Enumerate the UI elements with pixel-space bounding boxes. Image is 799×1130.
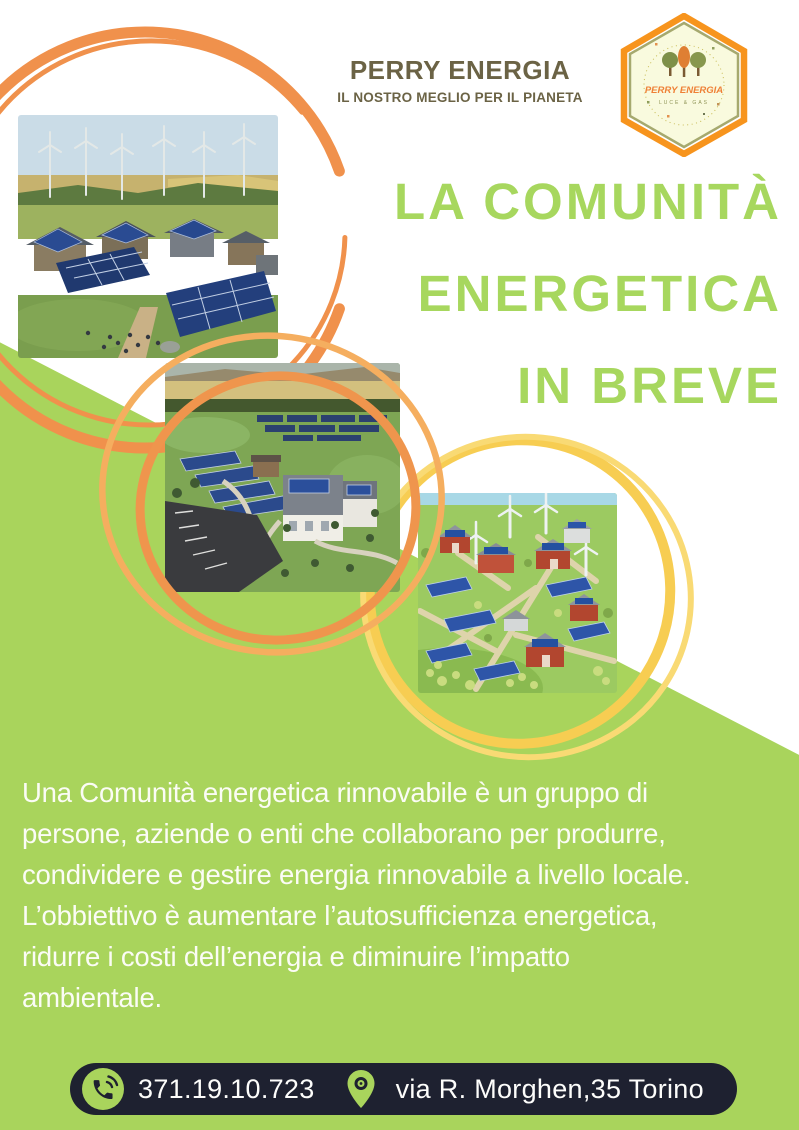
- brand-name: PERRY ENERGIA: [349, 55, 571, 85]
- paragraph-line: L’obbiettivo è aumentare l’autosufficienza energetica,: [22, 900, 658, 931]
- photo-illustrated-village: [418, 493, 617, 693]
- phone-icon: [81, 1067, 125, 1111]
- title-line-2: ENERGETICA: [417, 265, 782, 322]
- phone-contact: [81, 1067, 315, 1111]
- company-logo: [617, 13, 751, 157]
- description-paragraph: [22, 772, 690, 1018]
- address-text: via R. Morghen,35 Torino: [395, 1073, 704, 1104]
- logo-brand-text: PERRY ENERGIA: [644, 85, 724, 96]
- title-line-3: IN BREVE: [517, 357, 782, 414]
- location-pin-icon: [339, 1067, 383, 1111]
- phone-number: 371.19.10.723: [138, 1073, 315, 1104]
- photo-eco-village: [18, 115, 278, 358]
- paragraph-line: ridurre i costi dell’energia e diminuire l’impatto: [22, 941, 570, 972]
- contact-bar: [70, 1063, 737, 1115]
- logo-tagline-text: LUCE & GAS: [658, 100, 710, 106]
- title-line-1: LA COMUNITÀ: [393, 173, 782, 230]
- paragraph-line: ambientale.: [22, 982, 162, 1013]
- paragraph-line: condividere e gestire energia rinnovabile a livello locale.: [22, 859, 691, 890]
- header-brand-block: [320, 55, 600, 105]
- brand-tagline: IL NOSTRO MEGLIO PER IL PIANETA: [337, 90, 583, 105]
- paragraph-line: Una Comunità energetica rinnovabile è un gruppo di: [22, 777, 648, 808]
- page-title: [394, 156, 782, 432]
- paragraph-line: persone, aziende o enti che collaborano per produrre,: [22, 818, 666, 849]
- address-contact: [339, 1067, 704, 1111]
- photo-solar-campus: [165, 363, 400, 592]
